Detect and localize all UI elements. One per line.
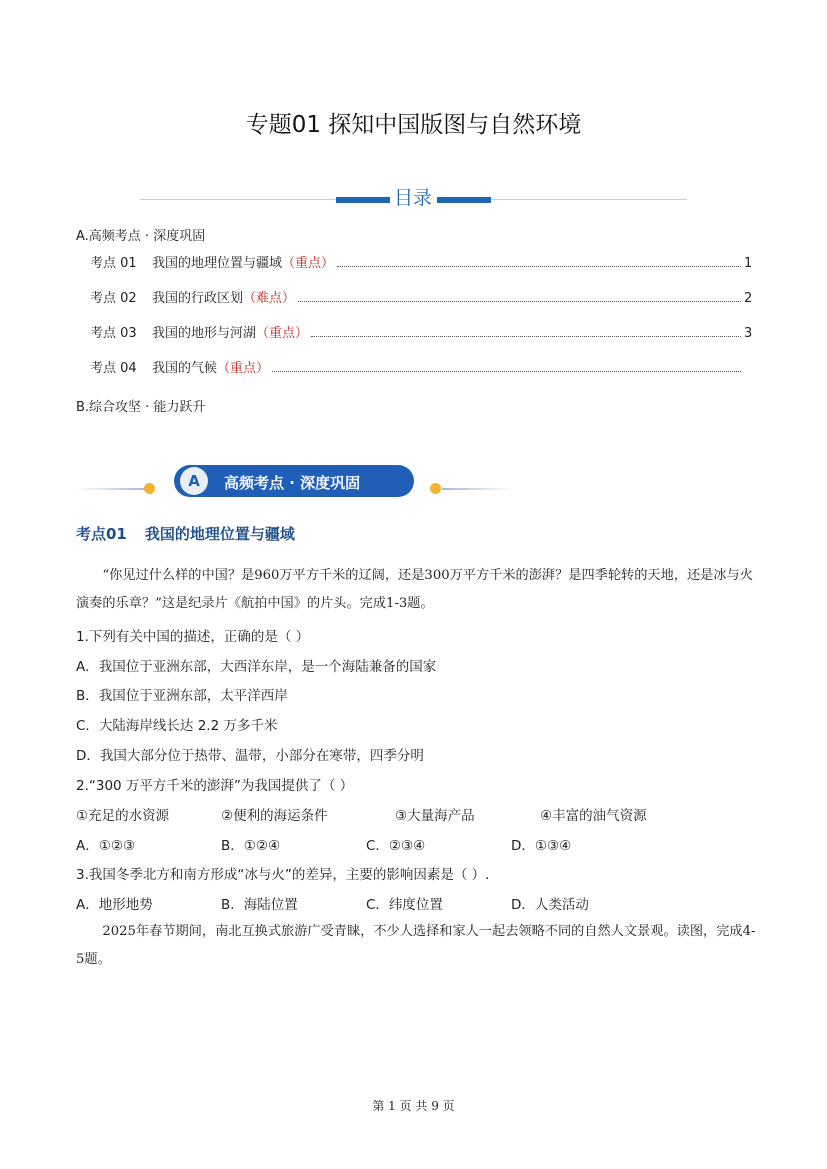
banner-line-right [442, 488, 512, 490]
toc-entry-name: 我国的行政区划 [152, 291, 244, 306]
toc-accent-left [336, 197, 390, 203]
question-2-option: B．①②④ [221, 838, 281, 854]
question-2-items [76, 804, 756, 824]
toc-entry-page: 3 [744, 326, 753, 341]
question-1-option-c: C．大陆海岸线长达 2.2 万多千米 [76, 718, 278, 734]
toc-entry-code: 考点 04 [90, 361, 137, 376]
question-2-stem: 2.“300 万平方千米的澎湃”为我国提供了（ ） [76, 778, 354, 794]
toc-dot-leader [298, 300, 741, 302]
intro-paragraph: “你见过什么样的中国？是960万平方千米的辽阔，还是300万平方千米的澎湃？是四季轮转的天地，还是冰与火演奏的乐章？”这是纪录片《航拍中国》的片头。完成1-3题。 [76, 568, 753, 611]
page-footer: 第 1 页 共 9 页 [372, 1099, 455, 1113]
question-3-option: B．海陆位置 [221, 897, 298, 913]
question-2-option: C．②③④ [366, 838, 426, 854]
intro-paragraph-2: 2025年春节期间，南北互换式旅游广受青睐，不少人选择和家人一起去领略不同的自然人文景观。读图，完成4-5题。 [76, 924, 756, 967]
banner-dot-right [430, 483, 441, 494]
toc-entry-tag: （重点） [256, 326, 309, 341]
question-2-item: ①充足的水资源 [76, 808, 170, 824]
banner-letter: A [180, 467, 208, 495]
toc-accent-right [437, 197, 491, 203]
toc-entry-page: 1 [744, 256, 753, 271]
toc-rule-left [140, 199, 336, 200]
banner-label: 高频考点 · 深度巩固 [224, 474, 361, 492]
toc-dot-leader [311, 335, 741, 337]
question-2-option: A．①②③ [76, 838, 136, 854]
section-heading [76, 523, 295, 544]
toc-entry-name: 我国的地理位置与疆域 [152, 256, 283, 271]
toc-title: 目录 [393, 187, 432, 209]
toc-entry-page: 2 [744, 291, 753, 306]
page-title: 专题01 探知中国版图与自然环境 [245, 112, 582, 138]
banner-dot-left [144, 483, 155, 494]
question-3-stem: 3.我国冬季北方和南方形成“冰与火”的差异，主要的影响因素是（ ）. [76, 867, 490, 883]
question-2-item: ③大量海产品 [395, 808, 475, 824]
section-code: 考点01 [76, 525, 127, 543]
question-3-option: A．地形地势 [76, 897, 153, 913]
question-1-option-b: B．我国位于亚洲东部，太平洋西岸 [76, 688, 288, 704]
toc-entry-name: 我国的地形与河湖 [152, 326, 257, 341]
question-2-item: ④丰富的油气资源 [540, 808, 647, 824]
question-3-option: D．人类活动 [511, 897, 589, 913]
question-1-option-a: A．我国位于亚洲东部，大西洋东岸，是一个海陆兼备的国家 [76, 659, 437, 675]
toc-entry[interactable] [90, 288, 752, 306]
question-2-option: D．①③④ [511, 838, 572, 854]
banner-line-left [76, 488, 146, 490]
toc-entry-tag: （重点） [282, 256, 335, 271]
question-2-item: ②便利的海运条件 [221, 808, 328, 824]
toc-entry-code: 考点 03 [90, 326, 137, 341]
toc-entry-tag: （重点） [217, 361, 270, 376]
question-1-stem: 1.下列有关中国的描述，正确的是（ ） [76, 629, 310, 645]
toc-header [0, 183, 827, 213]
toc-entry-code: 考点 02 [90, 291, 137, 306]
toc-entry[interactable] [90, 253, 752, 271]
toc-dot-leader [337, 265, 741, 267]
toc-entry-code: 考点 01 [90, 256, 137, 271]
question-3-options [76, 893, 756, 913]
toc-entry-tag: （难点） [243, 291, 296, 306]
toc-entry-name: 我国的气候 [152, 361, 218, 376]
section-title: 我国的地理位置与疆域 [144, 525, 295, 543]
section-banner [76, 460, 516, 506]
toc-entry[interactable] [90, 323, 752, 341]
toc-section-a[interactable]: A.高频考点 · 深度巩固 [76, 229, 206, 244]
toc-dot-leader [272, 370, 741, 372]
question-2-options [76, 834, 756, 854]
toc-entry[interactable] [90, 358, 752, 376]
question-1-option-d: D．我国大部分位于热带、温带，小部分在寒带，四季分明 [76, 748, 424, 764]
toc-rule-right [491, 199, 687, 200]
question-3-option: C．纬度位置 [366, 897, 443, 913]
toc-section-b[interactable]: B.综合攻坚 · 能力跃升 [76, 400, 206, 415]
